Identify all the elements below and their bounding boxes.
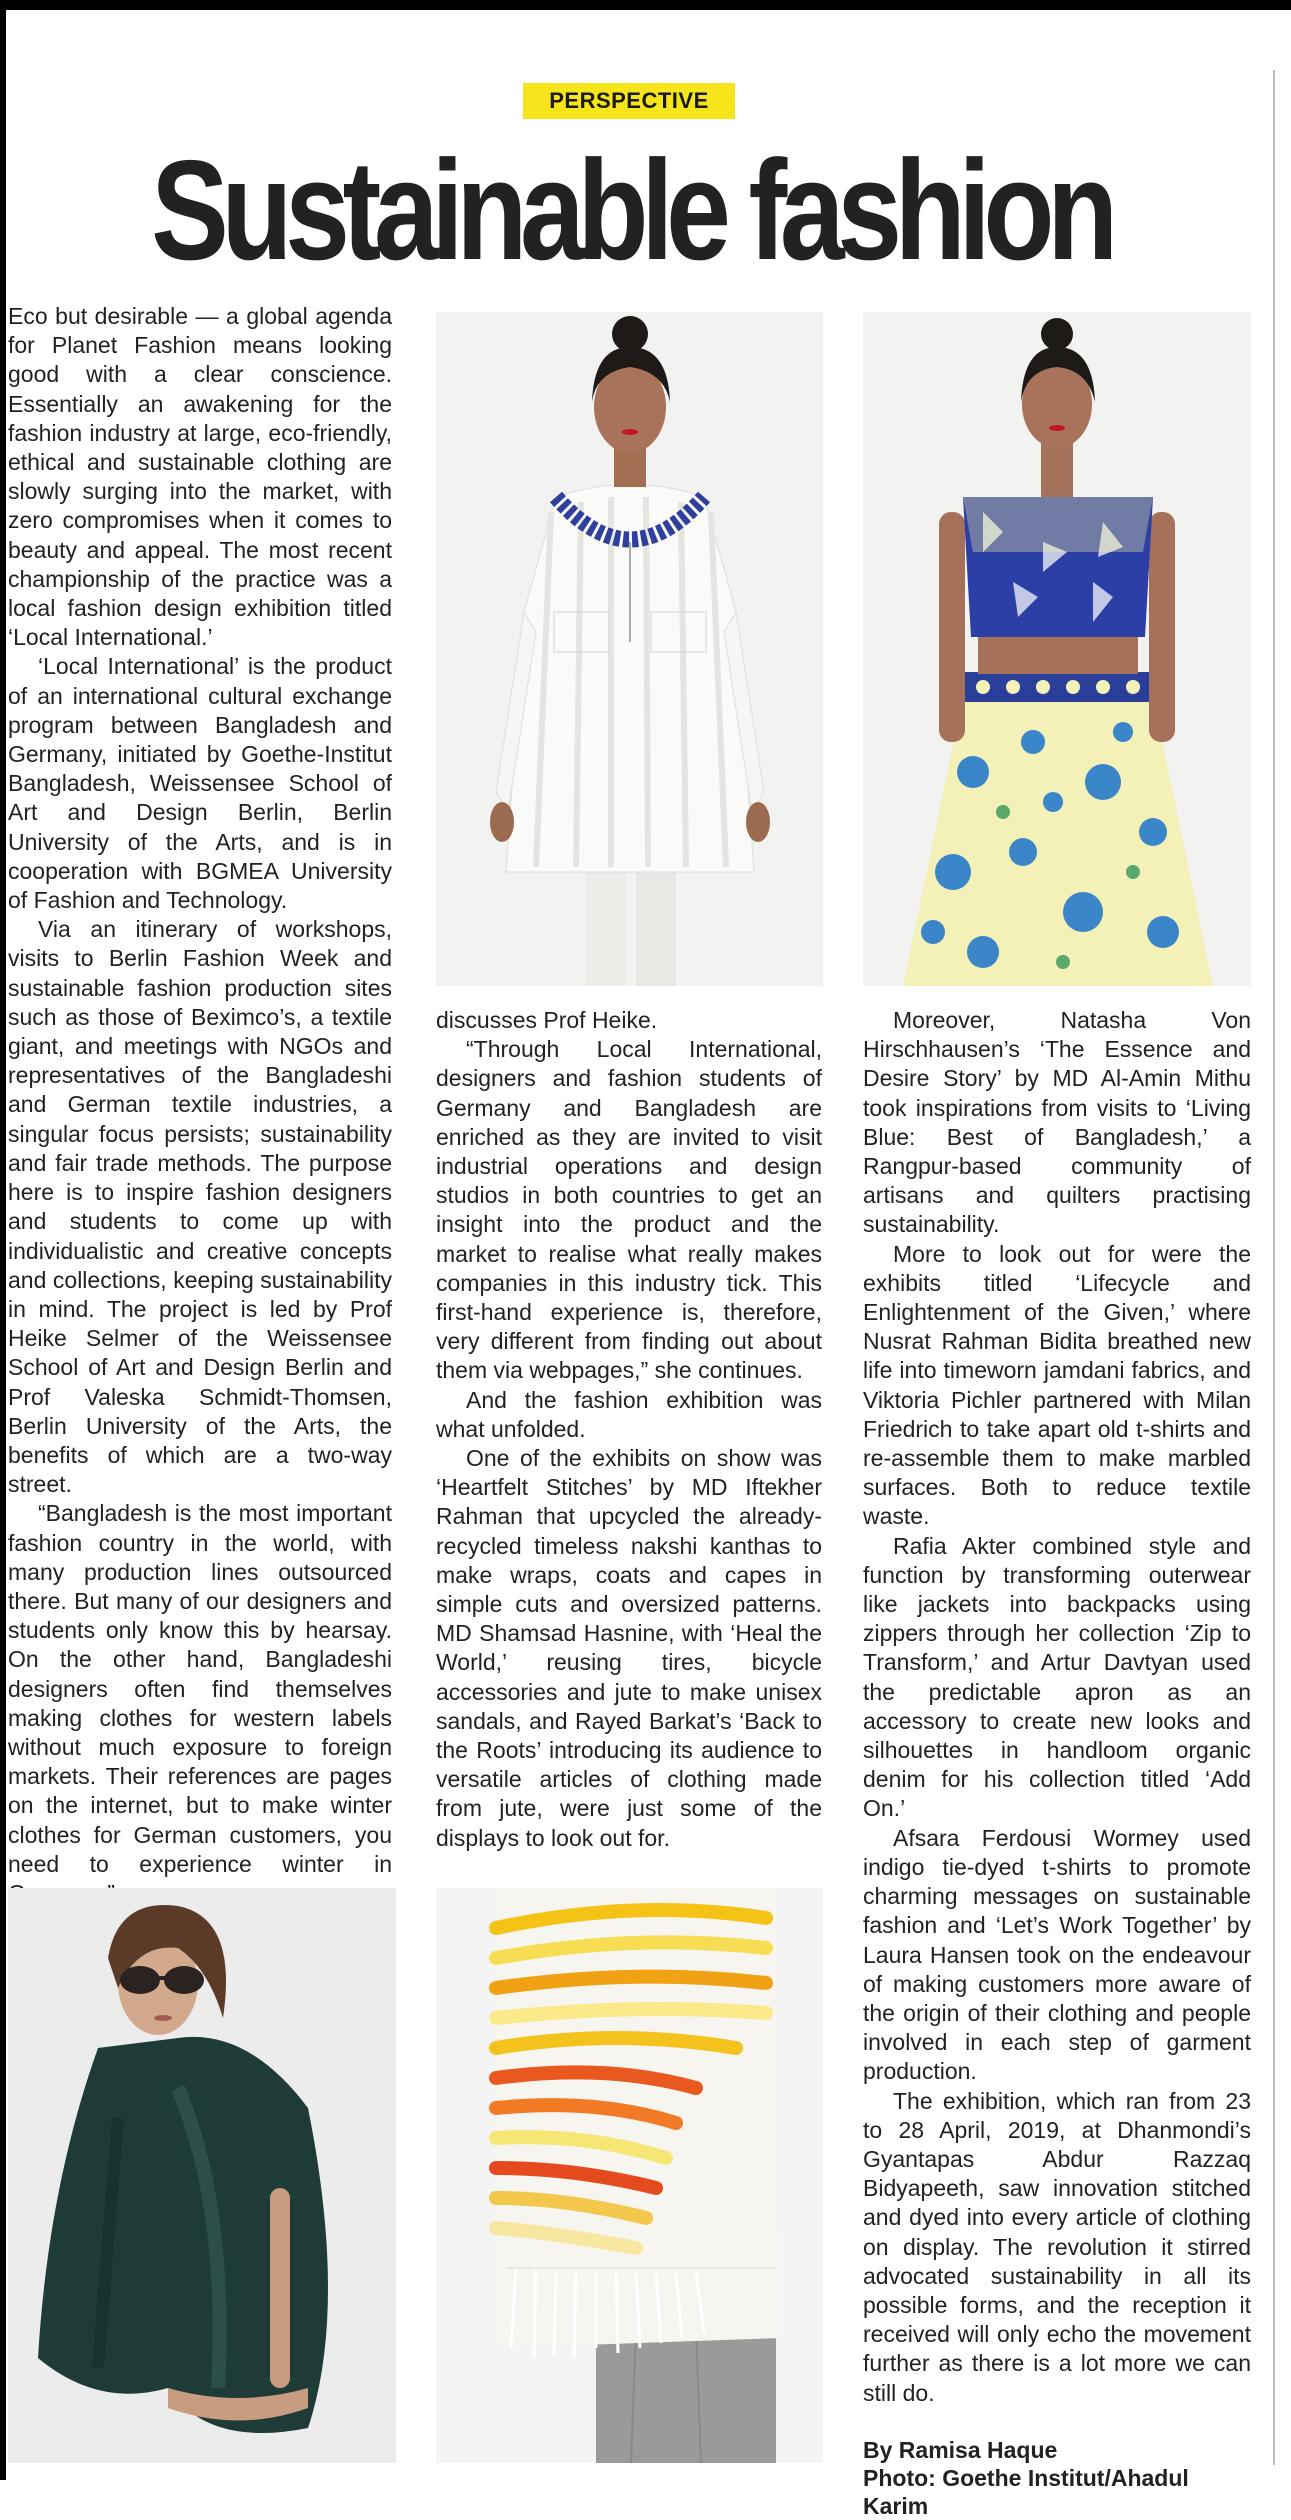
article-column-1 — [8, 302, 392, 1877]
column-rule — [1273, 70, 1275, 2465]
author-credit: By Ramisa Haque — [863, 2436, 1058, 2463]
left-border — [0, 0, 6, 2480]
photo-credit: Photo: Goethe Institut/Ahadul Karim — [863, 2464, 1189, 2519]
photo-fringed-top — [436, 1888, 823, 2463]
paragraph: Rafia Akter combined style and function by transforming outerwear like jackets into backpacks using zippers through her collection ‘Zip to Transform,’ and Artur Davtyan used the predictable apron as an accessory to create new looks and silhouettes in handloom organic denim for his collection titled ‘Add On.’ — [863, 1532, 1251, 1822]
paragraph: discusses Prof Heike. — [436, 1007, 658, 1033]
paragraph: Moreover, Natasha Von Hirschhausen’s ‘The Essence and Desire Story’ by MD Al-Amin Mithu took inspirations from visits to ‘Living Blue: Best of Bangladesh,’ a Rangpur-based community of artisans and quilters practising sustainability. — [863, 1007, 1251, 1238]
paragraph: “Bangladesh is the most important fashion country in the world, with many production lines outsourced there. But many of our designers and students only know this by hearsay. On the other hand, Bangladeshi designers often find themselves making clothes for western labels without much exposure to foreign markets. Their references are pages on the internet, but to make winter clothes for German customers, you need to experience winter in — [8, 1500, 392, 1877]
paragraph: “Through Local International, designers and fashion students of Germany and Bangladesh are enriched as they are invited to visit industrial operations and design studios in both countries to get an insight into the product and the market to realise what really makes companies in this industry tick. This first-hand experience is, therefore, very different from finding out about them via webpages,” she continues. — [436, 1036, 822, 1384]
paragraph: More to look out for were the exhibits titled ‘Lifecycle and Enlightenment of the Given,’ where Nusrat Rahman Bidita breathed new life into timeworn jamdani fabrics, and Viktoria Pichler partnered with Milan Friedrich to take apart old t-shirts and re-assemble them to make marbled surfaces. Both to reduce textile waste. — [863, 1240, 1251, 1530]
paragraph: And the fashion exhibition was what unfolded. — [436, 1386, 822, 1442]
article-column-2 — [436, 1006, 822, 1866]
paragraph: Via an itinerary of workshops, visits to Berlin Fashion Week and sustainable fashion production sites such as those of Beximco’s, a textile giant, and meetings with NGOs and representatives of the Bangladeshi and German textile industries, a singular focus persists; sustainability and fair trade methods. The purpose here is to inspire fashion designers and students to come up with individualistic and creative concepts and collections, keeping sustainability in mind. The project is led by Prof Heike Selmer of the Weissensee School of Art and Design Berlin and Prof Valeska Schmidt-Thomsen, Berlin University of the Arts, the benefits of which are a two-way street. — [8, 916, 392, 1498]
headline: Sustainable fashion — [151, 131, 1111, 290]
article-column-3 — [863, 1006, 1251, 2519]
paragraph: The exhibition, which ran from 23 to 28 April, 2019, at Dhanmondi’s Gyantapas Abdur Razzaq Bidyapeeth, saw innovation stitched and dyed into every article of clothing on display. The revolution it stirred advocated sustainability in all its possible forms, and the reception it received will only echo the movement further as there is a lot more we can still do. — [863, 2087, 1251, 2406]
paragraph: One of the exhibits on show was ‘Heartfelt Stitches’ by MD Iftekher Rahman that upcycled the already-recycled timeless nakshi kanthas to make wraps, coats and capes in simple cuts and oversized patterns. MD Shamsad Hasnine, with ‘Heal the World,’ reusing tires, bicycle accessories and jute to make unisex sandals, and Rayed Barkat’s ‘Back to the Roots’ introducing its audience to versatile articles of clothing made from jute, were just some of the displays to look out for. — [436, 1445, 822, 1851]
top-border — [0, 0, 1291, 10]
paragraph: ‘Local International’ is the product of an international cultural exchange program between Bangladesh and Germany, initiated by Goethe-Institut Bangladesh, Weissensee School of Art and Design Berlin, Berlin University of the Arts, and is in cooperation with BGMEA University of Fashion and Technology. — [8, 653, 392, 914]
section-kicker: PERSPECTIVE — [523, 83, 735, 119]
photo-white-tunic — [436, 312, 823, 986]
paragraph: Afsara Ferdousi Wormey used indigo tie-dyed t-shirts to promote charming messages on sustainable fashion and ‘Let’s Work Together’ by Laura Hansen took on the endeavour of making customers more aware of the origin of their clothing and people involved in each step of garment production. — [863, 1824, 1251, 2085]
photo-floral-skirt — [863, 312, 1251, 986]
byline — [863, 2436, 1251, 2520]
paragraph: Eco but desirable — a global agenda for Planet Fashion means looking good with a clear conscience. Essentially an awakening for the fashion industry at large, eco-friendly, ethical and sustainable clothing are slowly surging into the market, with zero compromises when it comes to beauty and appeal. The most recent championship of the practice was a local fashion design exhibition titled ‘Local International.’ — [8, 303, 392, 651]
photo-dark-cape — [8, 1888, 396, 2463]
